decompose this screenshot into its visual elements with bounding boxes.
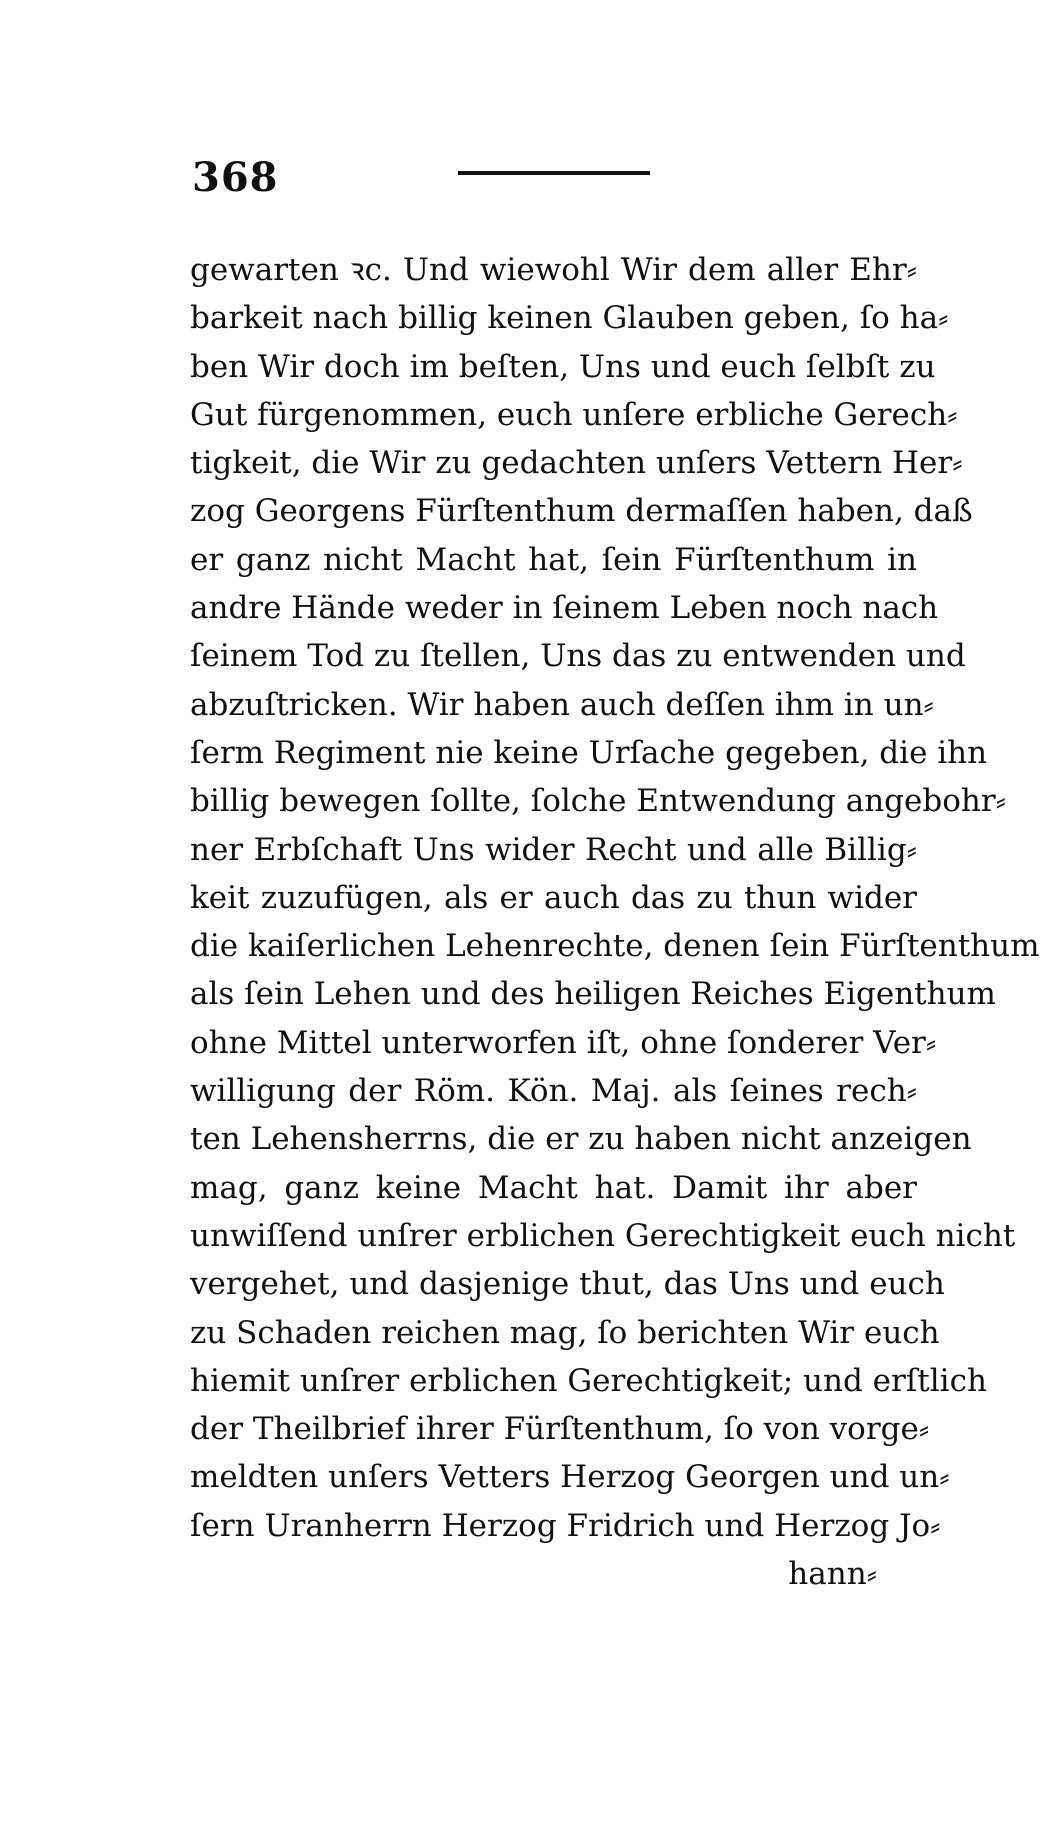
catchword: hann⸗ — [788, 1556, 877, 1593]
text-line: tigkeit, die Wir zu gedachten unſers Vettern Her⸗ — [190, 445, 963, 482]
text-line: meldten unſers Vetters Herzog Georgen und un⸗ — [190, 1459, 950, 1496]
text-line: ſerm Regiment nie keine Urſache gegeben, die ihn — [190, 734, 988, 771]
text-line: hiemit unſrer erblichen Gerechtigkeit; und erſtlich — [190, 1362, 987, 1399]
text-line: mag, ganz keine Macht hat. Damit ihr aber — [190, 1169, 917, 1206]
header-rule — [458, 171, 650, 175]
page-number: 368 — [192, 154, 279, 201]
body-text — [190, 246, 1040, 1598]
text-line: willigung der Röm. Kön. Maj. als ſeines rech⸗ — [190, 1073, 917, 1110]
text-line: abzuſtricken. Wir haben auch deſſen ihm in un⸗ — [190, 686, 934, 723]
text-line: die kaiſerlichen Lehenrechte, denen ſein Fürſtenthum — [190, 928, 1040, 965]
text-line: billig bewegen ſollte, ſolche Entwendung angebohr⸗ — [190, 783, 1006, 820]
text-line: zog Georgens Fürſtenthum dermaſſen haben, daß — [190, 493, 973, 530]
text-line: Gut fürgenommen, euch unſere erbliche Gerech⸗ — [190, 396, 958, 433]
text-line: zu Schaden reichen mag, ſo berichten Wir euch — [190, 1314, 940, 1351]
text-line: ben Wir doch im beſten, Uns und euch ſelbſt zu — [190, 348, 936, 385]
text-line: ſern Uranherrn Herzog Fridrich und Herzog Jo⸗ — [190, 1507, 941, 1544]
text-line: der Theilbrief ihrer Fürſtenthum, ſo von vorge⸗ — [190, 1411, 930, 1448]
text-line: gewarten ꝛc. Und wiewohl Wir dem aller Ehr⸗ — [190, 252, 917, 288]
text-line: er ganz nicht Macht hat, ſein Fürſtenthum in — [190, 541, 917, 578]
text-line: andre Hände weder in ſeinem Leben noch nach — [190, 590, 939, 627]
text-line: vergehet, und dasjenige thut, das Uns und euch — [190, 1266, 945, 1303]
text-line: ohne Mittel unterworfen iſt, ohne ſonderer Ver⸗ — [190, 1024, 937, 1061]
text-line: als ſein Lehen und des heiligen Reiches Eigenthum — [190, 976, 996, 1013]
text-line: ſeinem Tod zu ſtellen, Uns das zu entwenden und — [190, 638, 966, 675]
text-line: barkeit nach billig keinen Glauben geben, ſo ha⸗ — [190, 300, 949, 337]
text-line: unwiſſend unſrer erblichen Gerechtigkeit euch nicht — [190, 1217, 1016, 1254]
text-line: ner Erbſchaft Uns wider Recht und alle Billig⸗ — [190, 831, 917, 868]
text-line: ten Lehensherrns, die er zu haben nicht anzeigen — [190, 1121, 972, 1158]
text-line: keit zuzufügen, als er auch das zu thun wider — [190, 879, 917, 916]
